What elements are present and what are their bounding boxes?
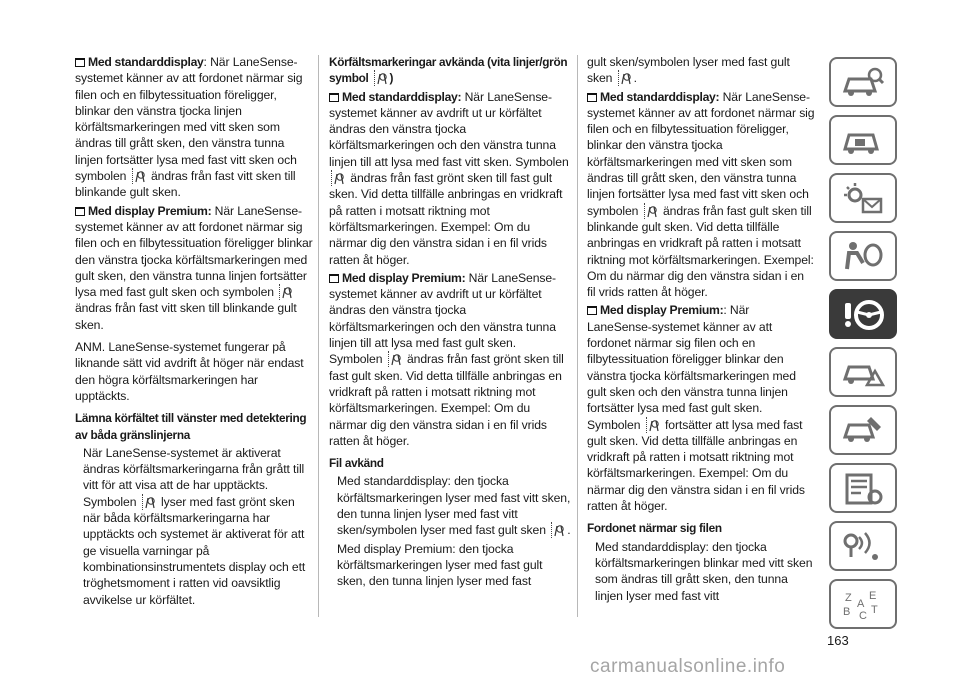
- paragraph-standard-display: [587, 89, 815, 301]
- lanesense-symbol-icon: [618, 70, 632, 86]
- paragraph-note: ANM. LaneSense-systemet fungerar på liknande sätt vid avdrift åt höger när endast den högra körfältsmarkeringen har upptäckts.: [75, 340, 304, 403]
- text-column-1: [75, 54, 315, 614]
- book-icon: [329, 274, 339, 283]
- paragraph-text-continued: fortsätter att lysa med fast gult sken. Vid detta tillfälle anbringas en vridkraft på ratten i motsatt riktning mot körfältsmarkeringen. Exempel: Om du närmar dig den vänstra sidan i en fil vrids ratten åt höger.: [587, 417, 805, 514]
- svg-text:A: A: [857, 598, 865, 610]
- section-heading-lane-detected: Fil avkänd: [329, 456, 384, 471]
- heading-text-end: ): [389, 71, 394, 86]
- safety-airbag-icon: [841, 239, 885, 275]
- paragraph-premium-display: [587, 302, 815, 514]
- book-icon: [75, 58, 85, 67]
- svg-text:T: T: [871, 604, 878, 616]
- page-number: 163: [827, 633, 849, 648]
- section-heading: [329, 54, 571, 87]
- multimedia-icon: [841, 529, 885, 565]
- lanesense-symbol-icon: [388, 351, 402, 367]
- paragraph-standard-display: [75, 54, 315, 201]
- paragraph-text: : När LaneSense-systemet känner av att fordonet närmar sig filen och en filbytessituation föreligger blinkar den vänstra tjocka körfältsmarkeringen med gult sken och den vänstra tunna linjen fortsätter lysa med fast gult sken. Symbolen: [587, 303, 796, 432]
- book-icon: [587, 306, 597, 315]
- paragraph-text-continued: ändras från fast grönt sken till fast gult sken. Vid detta tillfälle anbringas en vridkraft på ratten i motsatt riktning mot körfältsmarkeringen. Exempel: Om du närmar dig den vänstra sidan i en fil vrids ratten åt höger.: [329, 352, 564, 448]
- column-divider-1: [318, 55, 319, 617]
- paragraph-text-continued: .: [633, 71, 637, 86]
- svg-text:E: E: [869, 590, 877, 602]
- lanesense-symbol-icon: [331, 170, 345, 186]
- svg-text:B: B: [843, 606, 851, 618]
- section-heading: Lämna körfältet till vänster med detektering av båda gränslinjerna: [75, 411, 307, 442]
- paragraph-text-continued: ändras från fast gult sken till blinkande gult sken. Vid detta tillfälle anbringas en vridkraft på ratten i motsatt riktning mot körfältsmarkeringen. Exempel: Om du närmar dig den vänstra sidan i en fil vrids ratten åt höger.: [587, 203, 814, 300]
- chapter-tab-car-info[interactable]: [829, 57, 897, 107]
- chapter-tab-dashboard[interactable]: [829, 115, 897, 165]
- label-standard-display: Med standarddisplay:: [342, 89, 462, 104]
- paragraph-text: gult sken/symbolen lyser med fast gult sken: [587, 55, 790, 86]
- book-icon: [75, 207, 85, 216]
- text-column-3: [587, 54, 815, 610]
- paragraph-text-continued: ändras från fast grönt sken till fast gult sken. Vid detta tillfälle anbringas en vridkraft på ratten i motsatt riktning mot körfältsmarkeringen. Exempel: Om du närmar dig den vänstra sidan i en fil vrids ratten åt höger.: [329, 171, 563, 267]
- label-standard-display: Med standarddisplay:: [600, 89, 720, 104]
- paragraph-text: : När LaneSense-systemet känner av att fordonet närmar sig filen och en filbytessituation föreligger, blinkar den vänstra tjocka linjen körfältsmarkeringen med vitt sken som ändras till grått sken, den vänstra tunna linjen fortsätter lysa med fast vitt sken och symbolen: [75, 55, 303, 184]
- paragraph-text-continued: ändras från fast vitt sken till blinkande gult sken.: [75, 301, 297, 332]
- lanesense-symbol-icon: [132, 168, 146, 184]
- label-premium-display: Med display Premium:: [600, 303, 724, 318]
- paragraph-continued: [587, 54, 815, 87]
- chapter-tab-emergency[interactable]: [829, 347, 897, 397]
- paragraph-text: När LaneSense-systemet känner av att fordonet närmar sig filen och en filbytessituation föreligger, blinkar den vänstra tjocka körfältsmarkeringen med vitt sken som ändras till grått sken, den vänstra tunna linjen fortsätter lysa med fast vitt sken och symbolen: [587, 89, 815, 218]
- index-icon: [841, 587, 885, 623]
- lanesense-symbol-icon: [142, 494, 156, 510]
- paragraph-text: Med standarddisplay: den tjocka körfältsmarkeringen lyser med fast vitt sken, den tunna linjen lyser med fast vitt sken/symbolen lyser med fast gult sken: [337, 474, 571, 538]
- heading-text: Körfältsmarkeringar avkända (vita linjer/grön symbol: [329, 55, 568, 86]
- paragraph-premium-display: [75, 203, 315, 333]
- paragraph-text: När LaneSense-systemet känner av avdrift ut ur körfältet ändras den vänstra tjocka körfältsmarkeringen och den vänstra tunna linjen till att lysa med fast gult sken. Symbolen: [329, 270, 557, 367]
- text-column-2: [329, 54, 571, 596]
- paragraph-premium: Med display Premium: den tjocka körfältsmarkeringen lyser med fast gult sken, den tunna linjen lyser med fast: [337, 541, 543, 589]
- column-divider-2: [577, 55, 578, 617]
- paragraph-premium-display: [329, 270, 571, 449]
- paragraph-detection: [75, 445, 315, 608]
- paragraph-standard: Med standarddisplay: den tjocka körfältsmarkeringen blinkar med vitt sken som ändras till grått sken, den tunna linjen lyser med fast vitt: [595, 539, 813, 603]
- paragraph-text-continued: .: [567, 523, 571, 538]
- paragraph-text: När LaneSense-systemet känner av att fordonet närmar sig filen och en filbytessituation föreligger blinkar den vänstra tjocka körfältsmarkeringen med gult sken, den vänstra tunna linjen fortsätter lysa med fast gult sken och symbolen: [75, 203, 313, 300]
- paragraph-text: När LaneSense-systemet känner av avdrift ut ur körfältet ändras den vänstra tjocka körfältsmarkeringen och den vänstra tunna linjen till att lysa med fast vitt sken. Symbolen: [329, 89, 569, 169]
- lanesense-symbol-icon: [374, 70, 388, 86]
- label-standard-display: Med standarddisplay: [88, 55, 204, 69]
- label-premium-display: Med display Premium:: [88, 203, 212, 218]
- chapter-tab-multimedia[interactable]: [829, 521, 897, 571]
- chapter-tab-lights-messages[interactable]: [829, 173, 897, 223]
- chapter-tab-technical-data[interactable]: [829, 463, 897, 513]
- lanesense-symbol-icon: [646, 417, 660, 433]
- chapter-tab-index[interactable]: [829, 579, 897, 629]
- lights-messages-icon: [841, 181, 885, 217]
- lanesense-symbol-icon: [644, 203, 658, 219]
- car-info-icon: [841, 65, 885, 101]
- emergency-icon: [841, 355, 885, 391]
- svg-text:Z: Z: [845, 592, 852, 604]
- paragraph-text-continued: lyser med fast grönt sken när båda körfältsmarkeringarna har upptäckts och systemet är aktiverat för att ge visuella varningar på kombinationsinstrumentets display och ett tröghetsmoment i ratten vid oavsiktlig avvikelse ur körfältet.: [83, 494, 306, 607]
- chapter-tab-safety[interactable]: [829, 231, 897, 281]
- book-icon: [587, 93, 597, 102]
- starting-driving-icon: [841, 297, 885, 333]
- section-heading-approaching-lane: Fordonet närmar sig filen: [587, 521, 722, 536]
- svg-text:C: C: [859, 610, 867, 622]
- paragraph-text-continued: ändras från fast vitt sken till blinkande gult sken.: [75, 169, 296, 200]
- lanesense-symbol-icon: [551, 522, 565, 538]
- watermark: carmanualsonline.info: [590, 656, 786, 677]
- paragraph-standard-display: [329, 89, 571, 268]
- lanesense-symbol-icon: [279, 284, 293, 300]
- label-premium-display: Med display Premium:: [342, 270, 466, 285]
- technical-data-icon: [841, 471, 885, 507]
- chapter-tab-maintenance[interactable]: [829, 405, 897, 455]
- chapter-tab-starting-driving[interactable]: [829, 289, 897, 339]
- maintenance-icon: [841, 413, 885, 449]
- car-dashboard-icon: [841, 123, 885, 159]
- paragraph-standard: [329, 473, 571, 538]
- book-icon: [329, 93, 339, 102]
- paragraph-text: När LaneSense-systemet är aktiverat ändras körfältsmarkeringarna från grått till vitt för att visa att de har upptäckts. Symbolen: [83, 445, 305, 509]
